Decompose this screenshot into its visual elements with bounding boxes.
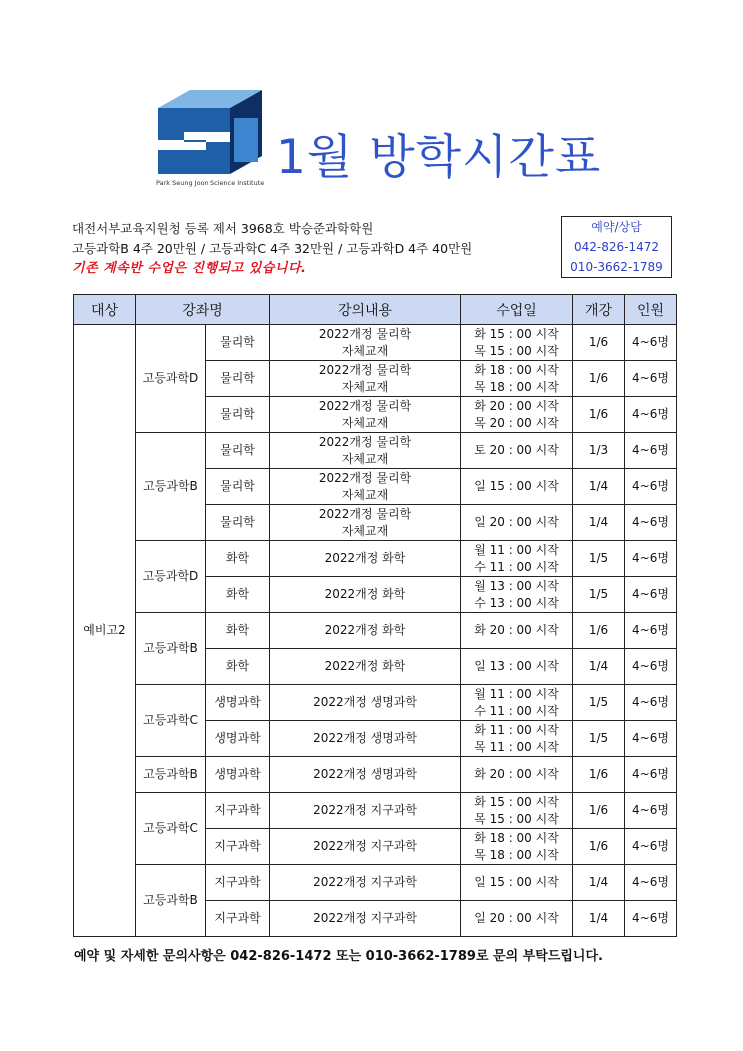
subject-cell: 물리학 [206, 505, 270, 541]
schedule-line: 일 20 : 00 시작 [474, 911, 559, 925]
content-line: 2022개정 지구과학 [313, 875, 417, 889]
schedule-cell [461, 613, 573, 649]
size-cell: 4~6명 [625, 541, 677, 577]
schedule-cell [461, 865, 573, 901]
course-cell: 고등과학C [136, 793, 206, 865]
size-cell: 4~6명 [625, 901, 677, 937]
table-row [74, 433, 677, 469]
size-cell: 4~6명 [625, 361, 677, 397]
course-cell: 고등과학D [136, 541, 206, 613]
start-cell: 1/6 [573, 397, 625, 433]
content-line: 2022개정 화학 [324, 587, 406, 601]
notice-line: 기존 계속반 수업은 진행되고 있습니다. [72, 261, 307, 276]
start-cell: 1/6 [573, 793, 625, 829]
schedule-cell [461, 721, 573, 757]
schedule-table [73, 294, 677, 937]
table-row [74, 325, 677, 361]
schedule-line: 화 18 : 00 시작 [474, 362, 559, 377]
schedule-line: 화 15 : 00 시작 [474, 794, 559, 809]
content-cell [270, 649, 461, 685]
size-cell: 4~6명 [625, 613, 677, 649]
footer-note: 예약 및 자세한 문의사항은 042-826-1472 또는 010-3662-1789로 문의 부탁드립니다. [74, 949, 603, 964]
header-content: 강의내용 [270, 295, 461, 325]
start-cell: 1/6 [573, 361, 625, 397]
schedule-cell [461, 793, 573, 829]
logo-front-face [158, 108, 230, 174]
start-cell: 1/4 [573, 901, 625, 937]
schedule-cell [461, 505, 573, 541]
schedule-line: 목 15 : 00 시작 [474, 811, 559, 826]
content-line: 2022개정 물리학 [318, 434, 412, 449]
size-cell: 4~6명 [625, 649, 677, 685]
content-line: 2022개정 생명과학 [313, 695, 417, 709]
schedule-line: 토 20 : 00 시작 [474, 443, 559, 457]
table-row [74, 685, 677, 721]
schedule-cell [461, 685, 573, 721]
content-line: 자체교재 [341, 415, 389, 430]
header-course: 강좌명 [136, 295, 270, 325]
subject-cell: 물리학 [206, 433, 270, 469]
table-row [74, 613, 677, 649]
content-cell [270, 505, 461, 541]
content-cell [270, 433, 461, 469]
content-cell [270, 577, 461, 613]
table-row [74, 757, 677, 793]
start-cell: 1/6 [573, 325, 625, 361]
table-row [74, 541, 677, 577]
content-line: 2022개정 화학 [324, 551, 406, 565]
schedule-cell [461, 541, 573, 577]
content-line: 2022개정 물리학 [318, 362, 412, 377]
schedule-line: 일 15 : 00 시작 [474, 479, 559, 493]
schedule-line: 화 20 : 00 시작 [474, 398, 559, 413]
size-cell: 4~6명 [625, 721, 677, 757]
content-line: 2022개정 화학 [324, 623, 406, 637]
content-cell [270, 721, 461, 757]
content-line: 2022개정 물리학 [318, 326, 412, 341]
size-cell: 4~6명 [625, 505, 677, 541]
subject-cell: 지구과학 [206, 865, 270, 901]
content-cell [270, 613, 461, 649]
schedule-line: 목 15 : 00 시작 [474, 343, 559, 358]
schedule-line: 일 13 : 00 시작 [474, 659, 559, 673]
start-cell: 1/6 [573, 613, 625, 649]
content-line: 자체교재 [341, 487, 389, 502]
schedule-line: 수 13 : 00 시작 [474, 595, 559, 610]
content-line: 2022개정 지구과학 [313, 911, 417, 925]
schedule-cell [461, 325, 573, 361]
schedule-line: 화 11 : 00 시작 [474, 722, 559, 737]
content-cell [270, 397, 461, 433]
header-target: 대상 [74, 295, 136, 325]
schedule-cell [461, 649, 573, 685]
contact-phone-2: 010-3662-1789 [570, 260, 663, 274]
logo-i-mark [234, 118, 258, 162]
registration-line: 대전서부교육지원청 등록 제서 3968호 박승준과학학원 [72, 221, 374, 236]
subject-cell: 화학 [206, 541, 270, 577]
content-cell [270, 469, 461, 505]
schedule-cell [461, 433, 573, 469]
logo-text-1: Park Seung Joon [156, 179, 209, 187]
schedule-line: 일 20 : 00 시작 [474, 515, 559, 529]
content-line: 자체교재 [341, 451, 389, 466]
header-size: 인원 [625, 295, 677, 325]
schedule-line: 월 11 : 00 시작 [474, 542, 559, 557]
contact-phone-1: 042-826-1472 [573, 240, 659, 254]
subject-cell: 지구과학 [206, 829, 270, 865]
content-cell [270, 685, 461, 721]
content-cell [270, 793, 461, 829]
schedule-line: 목 18 : 00 시작 [474, 847, 559, 862]
header-schedule: 수업일 [461, 295, 573, 325]
content-line: 자체교재 [341, 343, 389, 358]
subject-cell: 생명과학 [206, 685, 270, 721]
content-line: 자체교재 [341, 523, 389, 538]
subject-cell: 화학 [206, 577, 270, 613]
start-cell: 1/4 [573, 649, 625, 685]
start-cell: 1/5 [573, 541, 625, 577]
schedule-cell [461, 361, 573, 397]
academy-logo [150, 88, 268, 188]
content-line: 2022개정 생명과학 [313, 767, 417, 781]
schedule-line: 화 20 : 00 시작 [474, 623, 559, 637]
start-cell: 1/6 [573, 757, 625, 793]
content-line: 2022개정 생명과학 [313, 731, 417, 745]
schedule-line: 일 15 : 00 시작 [474, 875, 559, 889]
content-cell [270, 901, 461, 937]
subject-cell: 물리학 [206, 325, 270, 361]
schedule-cell [461, 757, 573, 793]
header-start: 개강 [573, 295, 625, 325]
content-cell [270, 361, 461, 397]
subject-cell: 물리학 [206, 397, 270, 433]
start-cell: 1/5 [573, 721, 625, 757]
start-cell: 1/4 [573, 469, 625, 505]
content-cell [270, 325, 461, 361]
content-cell [270, 829, 461, 865]
size-cell: 4~6명 [625, 757, 677, 793]
target-cell: 예비고2 [74, 325, 136, 937]
table-row [74, 865, 677, 901]
course-cell: 고등과학B [136, 757, 206, 793]
course-cell: 고등과학D [136, 325, 206, 433]
start-cell: 1/4 [573, 505, 625, 541]
size-cell: 4~6명 [625, 829, 677, 865]
size-cell: 4~6명 [625, 577, 677, 613]
subject-cell: 생명과학 [206, 757, 270, 793]
schedule-line: 목 18 : 00 시작 [474, 379, 559, 394]
course-cell: 고등과학B [136, 433, 206, 541]
size-cell: 4~6명 [625, 469, 677, 505]
start-cell: 1/3 [573, 433, 625, 469]
subject-cell: 지구과학 [206, 901, 270, 937]
content-line: 2022개정 지구과학 [313, 839, 417, 853]
table-header-row [74, 295, 677, 325]
schedule-cell [461, 397, 573, 433]
tuition-line: 고등과학B 4주 20만원 / 고등과학C 4주 32만원 / 고등과학D 4주 40만원 [72, 241, 473, 256]
content-line: 2022개정 지구과학 [313, 803, 417, 817]
schedule-line: 화 18 : 00 시작 [474, 830, 559, 845]
size-cell: 4~6명 [625, 397, 677, 433]
content-cell [270, 541, 461, 577]
content-line: 자체교재 [341, 379, 389, 394]
content-cell [270, 865, 461, 901]
logo-text-2: Science Institute [210, 179, 265, 187]
table-row [74, 793, 677, 829]
subject-cell: 물리학 [206, 361, 270, 397]
start-cell: 1/4 [573, 865, 625, 901]
schedule-line: 화 15 : 00 시작 [474, 326, 559, 341]
course-cell: 고등과학C [136, 685, 206, 757]
content-line: 2022개정 물리학 [318, 506, 412, 521]
schedule-line: 목 11 : 00 시작 [474, 739, 559, 754]
subject-cell: 지구과학 [206, 793, 270, 829]
start-cell: 1/5 [573, 685, 625, 721]
content-cell [270, 757, 461, 793]
course-cell: 고등과학B [136, 865, 206, 937]
schedule-cell [461, 469, 573, 505]
subject-cell: 화학 [206, 649, 270, 685]
schedule-line: 수 11 : 00 시작 [474, 559, 559, 574]
start-cell: 1/6 [573, 829, 625, 865]
content-line: 2022개정 물리학 [318, 470, 412, 485]
course-cell: 고등과학B [136, 613, 206, 685]
subject-cell: 물리학 [206, 469, 270, 505]
size-cell: 4~6명 [625, 685, 677, 721]
schedule-line: 목 20 : 00 시작 [474, 415, 559, 430]
contact-label: 예약/상담 [591, 220, 642, 234]
schedule-cell [461, 829, 573, 865]
schedule-line: 월 13 : 00 시작 [474, 578, 559, 593]
contact-box [561, 216, 672, 278]
subject-cell: 생명과학 [206, 721, 270, 757]
content-line: 2022개정 화학 [324, 659, 406, 673]
subject-cell: 화학 [206, 613, 270, 649]
size-cell: 4~6명 [625, 433, 677, 469]
schedule-cell [461, 577, 573, 613]
schedule-line: 월 11 : 00 시작 [474, 686, 559, 701]
content-line: 2022개정 물리학 [318, 398, 412, 413]
size-cell: 4~6명 [625, 325, 677, 361]
schedule-line: 수 11 : 00 시작 [474, 703, 559, 718]
schedule-cell [461, 901, 573, 937]
schedule-line: 화 20 : 00 시작 [474, 767, 559, 781]
page-title: 1월 방학시간표 [276, 130, 602, 185]
size-cell: 4~6명 [625, 865, 677, 901]
start-cell: 1/5 [573, 577, 625, 613]
size-cell: 4~6명 [625, 793, 677, 829]
